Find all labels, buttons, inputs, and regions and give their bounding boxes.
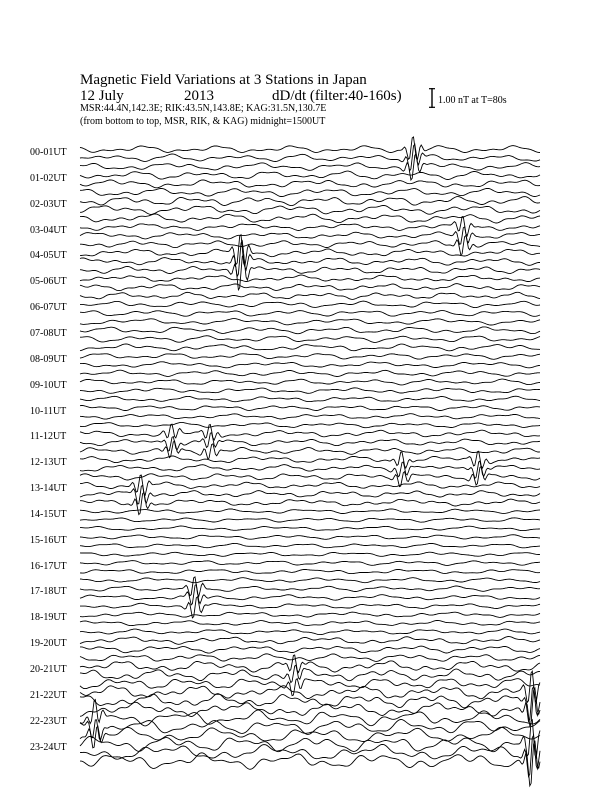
trace-kag	[80, 275, 540, 282]
trace-msr	[80, 188, 540, 196]
trace-msr	[80, 741, 540, 786]
hour-row	[80, 301, 540, 325]
trace-kag	[80, 424, 540, 440]
hour-row	[80, 171, 540, 196]
hour-row	[80, 327, 540, 351]
hour-label: 11-12UT	[30, 431, 67, 443]
trace-kag	[80, 137, 540, 160]
trace-kag	[80, 406, 540, 411]
trace-kag	[80, 301, 540, 308]
hour-row	[80, 720, 540, 786]
hour-label: 17-18UT	[30, 586, 67, 598]
hour-row	[80, 217, 540, 255]
hour-label: 05-06UT	[30, 276, 67, 288]
trace-rik	[80, 461, 540, 478]
trace-kag	[80, 509, 540, 514]
trace-msr	[80, 552, 540, 556]
hour-row	[80, 509, 540, 531]
trace-rik	[80, 646, 540, 653]
trace-msr	[80, 629, 540, 635]
trace-kag	[80, 612, 540, 617]
hour-row	[80, 354, 540, 377]
trace-rik	[80, 735, 540, 776]
trace-msr	[80, 441, 540, 459]
hour-label: 20-21UT	[30, 664, 67, 675]
hour-row	[80, 424, 540, 459]
trace-kag	[80, 327, 540, 334]
scale-label: 1.00 nT at T=80s	[438, 95, 507, 106]
trace-rik	[80, 485, 540, 504]
trace-rik	[80, 336, 540, 343]
hour-row	[80, 406, 540, 428]
hour-row	[80, 275, 540, 299]
trace-kag	[80, 171, 540, 179]
hour-label: 19-20UT	[30, 638, 67, 650]
hour-row	[80, 475, 540, 514]
trace-msr	[80, 214, 540, 223]
trace-rik	[80, 311, 540, 317]
hour-row	[80, 379, 540, 402]
hour-label: 06-07UT	[30, 302, 67, 314]
hour-label: 07-08UT	[30, 327, 67, 339]
hour-label: 14-15UT	[30, 508, 67, 520]
hour-label: 23-24UT	[30, 741, 67, 753]
trace-rik	[80, 414, 540, 419]
hour-row	[80, 612, 540, 635]
trace-msr	[80, 467, 540, 487]
trace-msr	[80, 396, 540, 402]
trace-kag	[80, 535, 540, 540]
hour-label: 08-09UT	[30, 353, 67, 365]
hour-label: 16-17UT	[30, 560, 67, 572]
trace-msr	[80, 526, 540, 531]
trace-msr	[80, 319, 540, 325]
hour-row	[80, 197, 540, 223]
trace-rik	[80, 362, 540, 368]
trace-kag	[80, 561, 540, 566]
hour-row	[80, 655, 540, 696]
trace-rik	[80, 569, 540, 573]
date-year: 2013	[184, 88, 214, 104]
hour-label: 13-14UT	[30, 483, 67, 495]
trace-kag	[80, 671, 540, 702]
hour-label: 18-19UT	[30, 612, 67, 624]
trace-kag	[80, 217, 540, 236]
trace-rik	[80, 206, 540, 215]
trace-rik	[80, 518, 540, 522]
hour-label: 21-22UT	[30, 689, 67, 701]
trace-msr	[80, 578, 540, 583]
trace-rik	[80, 284, 540, 291]
trace-msr	[80, 370, 540, 376]
date-day: 12 July	[80, 88, 124, 104]
hour-label: 12-13UT	[30, 457, 67, 469]
trace-rik	[80, 227, 540, 245]
hour-row	[80, 535, 540, 557]
trace-rik	[80, 241, 540, 277]
trace-rik	[80, 621, 540, 626]
trace-rik	[80, 388, 540, 394]
trace-rik	[80, 180, 540, 188]
hour-row	[80, 561, 540, 583]
trace-kag	[80, 379, 540, 385]
hour-label: 02-03UT	[30, 198, 67, 210]
hour-label: 01-02UT	[30, 172, 67, 184]
trace-msr	[80, 679, 540, 696]
trace-msr	[80, 654, 540, 662]
quantity-label: dD/dt (filter:40-160s)	[272, 88, 402, 104]
trace-msr	[80, 292, 540, 299]
trace-rik	[80, 543, 540, 547]
hour-label: 00-01UT	[30, 147, 67, 158]
trace-rik	[80, 585, 540, 605]
hour-row	[80, 577, 540, 618]
trace-kag	[80, 451, 540, 468]
hour-label: 09-10UT	[30, 379, 67, 391]
trace-kag	[80, 637, 540, 645]
station-coordinates: MSR:44.4N,142.3E; RIK:43.5N,143.8E; KAG:31.5N,130.7E	[80, 103, 327, 114]
hour-label: 15-16UT	[30, 534, 67, 546]
trace-rik	[80, 687, 540, 722]
trace-order-note: (from bottom to top, MSR, RIK, & KAG) midnight=1500UT	[80, 116, 326, 127]
trace-msr	[80, 344, 540, 351]
trace-kag	[80, 354, 540, 360]
hour-label: 03-04UT	[30, 224, 67, 236]
hour-label: 22-23UT	[30, 715, 67, 727]
trace-msr	[80, 422, 540, 427]
hour-label: 04-05UT	[30, 250, 67, 262]
hour-label: 10-11UT	[30, 405, 67, 417]
chart-title: Magnetic Field Variations at 3 Stations in Japan	[80, 72, 367, 88]
hour-row	[80, 637, 540, 662]
trace-kag	[80, 720, 540, 759]
trace-kag	[80, 197, 540, 206]
